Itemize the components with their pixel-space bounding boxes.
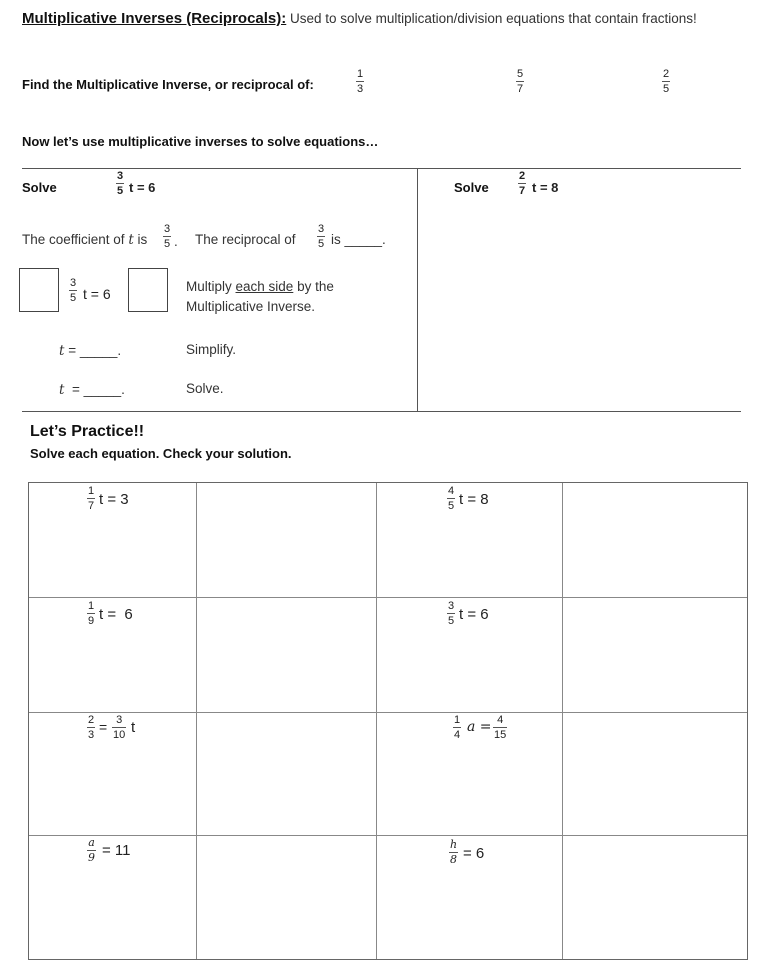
example-top-rule (22, 168, 741, 169)
example-left-num: 3 (117, 170, 124, 182)
reciprocal-text: The reciprocal of (195, 232, 296, 247)
multiply-eq: t = 6 (83, 286, 111, 302)
problem-2-rest: t = 8 (459, 491, 489, 508)
coef-fraction (163, 223, 171, 250)
problem-1-fraction (87, 485, 95, 512)
problem-5-den: 3 (88, 729, 95, 741)
solve-line (59, 382, 125, 398)
now-text: Now let’s use multiplicative inverses to solve equations… (22, 134, 379, 149)
problem-4-den: 5 (448, 615, 455, 627)
problem-5-fraction (87, 714, 95, 741)
find-prompt: Find the Multiplicative Inverse, or reciprocal of: (22, 77, 314, 92)
find-fraction-3-num: 2 (663, 68, 670, 80)
coef-text-a: The coefficient of (22, 232, 125, 247)
problem-7-num: a (88, 836, 95, 849)
solve-label-right: Solve (454, 180, 489, 195)
practice-heading: Let’s Practice!! (30, 423, 145, 440)
problem-3-den: 9 (88, 615, 95, 627)
problem-5-num: 2 (88, 714, 95, 726)
find-fraction-2 (516, 68, 524, 95)
problem-5-rest: t (131, 719, 136, 736)
practice-grid (28, 482, 748, 960)
find-fraction-1 (356, 68, 364, 95)
problem-6-den: 4 (454, 729, 461, 741)
problem-5-den-2: 10 (113, 729, 126, 741)
example-left-fraction (116, 170, 124, 197)
worksheet-title (22, 9, 737, 28)
problem-2-num: 4 (448, 485, 455, 497)
example-left-den: 5 (117, 185, 124, 197)
find-fraction-3-den: 5 (663, 83, 670, 95)
practice-instruction: Solve each equation. Check your solution. (30, 446, 292, 461)
problem-6-num-2: 4 (497, 714, 504, 726)
find-fraction-3 (662, 68, 670, 95)
example-right-den: 7 (519, 185, 526, 197)
problem-4-fraction (447, 600, 455, 627)
mult-step-b: by the (293, 279, 334, 294)
mult-step-c: Multiplicative Inverse. (186, 299, 316, 314)
mult-step-a: Multiply (186, 279, 236, 294)
find-fraction-2-num: 5 (517, 68, 524, 80)
problem-3-fraction (87, 600, 95, 627)
find-fraction-1-num: 1 (357, 68, 364, 80)
mult-frac-num: 3 (70, 277, 77, 289)
example-right-fraction (518, 170, 526, 197)
multiply-step (186, 277, 334, 317)
example-bottom-rule (22, 411, 741, 412)
solve-step-label: Solve. (186, 381, 224, 396)
example-divider (417, 168, 418, 412)
problem-8-den: 8 (450, 853, 458, 866)
problem-6-fraction (453, 714, 461, 741)
title-description: Used to solve multiplication/division equations that contain fractions! (290, 11, 697, 26)
example-right-num: 2 (519, 170, 526, 182)
solve-label-left: Solve (22, 180, 57, 195)
find-fraction-2-den: 7 (517, 83, 524, 95)
simplify-var: t (59, 343, 65, 359)
solve-var: t (59, 382, 65, 398)
mult-frac-den: 5 (70, 292, 77, 304)
problem-5-num-2: 3 (116, 714, 123, 726)
mult-step-underline: each side (235, 279, 294, 294)
problem-8-rest: = 6 (463, 845, 485, 862)
problem-3-num: 1 (88, 600, 95, 612)
problem-7-fraction (87, 837, 96, 864)
recip-frac-den: 5 (318, 238, 325, 250)
problem-5-fraction-2 (112, 714, 126, 741)
problem-1-num: 1 (88, 485, 95, 497)
simplify-label: Simplify. (186, 342, 237, 357)
problem-2-fraction (447, 485, 455, 512)
multiply-fraction (69, 277, 77, 304)
left-multiplier-box[interactable] (19, 268, 59, 312)
problem-1-rest: t = 3 (99, 491, 129, 508)
right-multiplier-box[interactable] (128, 268, 168, 312)
problem-2-den: 5 (448, 500, 455, 512)
problem-6-fraction-2 (493, 714, 507, 741)
coef-frac-den: 5 (164, 238, 171, 250)
problem-8-fraction (449, 839, 458, 866)
simplify-blank: = _____. (64, 343, 122, 358)
problem-6-num: 1 (454, 714, 461, 726)
problem-6-mid: a = (467, 719, 492, 735)
problem-8-num: h (450, 838, 458, 851)
problem-7-rest: = 11 (102, 842, 131, 859)
find-fraction-1-den: 3 (357, 83, 364, 95)
problem-7-den: 9 (88, 851, 95, 864)
coefficient-line (22, 232, 147, 248)
example-left-eq: t = 6 (129, 180, 156, 195)
simplify-line (59, 343, 121, 359)
coef-var: t (128, 232, 134, 248)
problem-1-den: 7 (88, 500, 95, 512)
title-heading: Multiplicative Inverses (Reciprocals): (22, 10, 287, 27)
problem-4-rest: t = 6 (459, 606, 489, 623)
coef-text-b: is (137, 232, 148, 247)
reciprocal-blank: is _____. (331, 232, 386, 247)
example-right-eq: t = 8 (532, 180, 559, 195)
solve-blank: = _____. (64, 382, 125, 397)
reciprocal-fraction (317, 223, 325, 250)
coef-frac-num: 3 (164, 223, 171, 235)
problem-6-den-2: 15 (494, 729, 507, 741)
problem-5-mid: = (99, 719, 108, 735)
recip-frac-num: 3 (318, 223, 325, 235)
problem-4-num: 3 (448, 600, 455, 612)
problem-3-rest: t = 6 (99, 606, 133, 623)
